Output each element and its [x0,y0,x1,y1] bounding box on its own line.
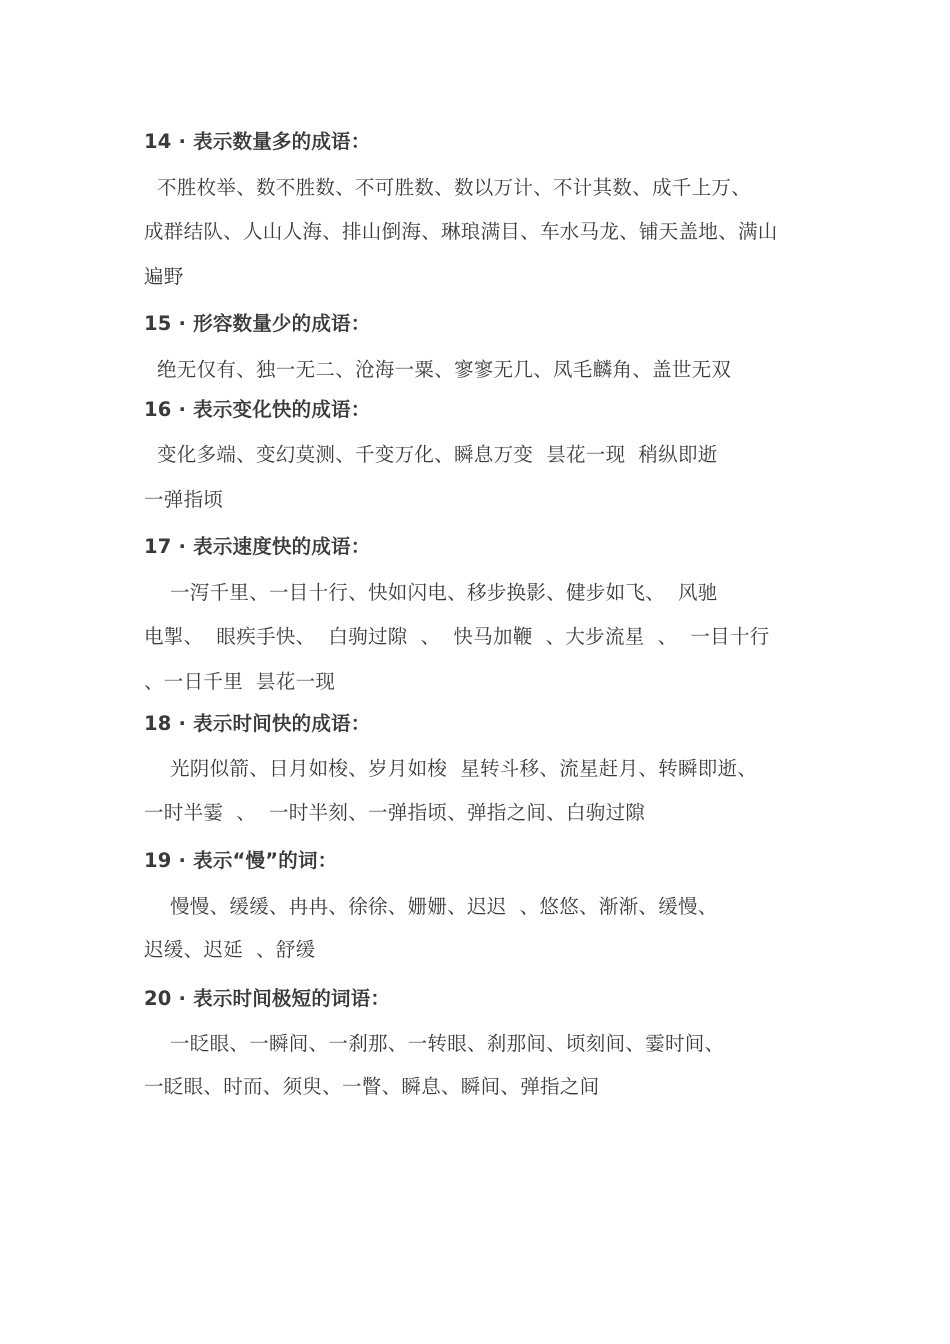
section-heading-17: 17 · 表示速度快的成语： [144,535,371,558]
section-14-line-3: 遍野 [144,265,184,288]
section-heading-19: 19 · 表示“慢”的词： [144,849,338,872]
section-heading-20: 20 · 表示时间极短的词语： [144,987,391,1010]
section-20-line-1: 一眨眼、一瞬间、一刹那、一转眼、刹那间、顷刻间、霎时间、 [144,1032,725,1055]
section-17-line-2: 电掣、 眼疾手快、 白驹过隙 、 快马加鞭 、大步流星 、 一目十行 [144,625,770,648]
section-17-line-1: 一泻千里、一目十行、快如闪电、移步换影、健步如飞、 风驰 [144,581,718,604]
section-18-line-2: 一时半霎 、 一时半刻、一弹指顷、弹指之间、白驹过隙 [144,801,646,824]
section-heading-14: 14 · 表示数量多的成语： [144,130,371,153]
section-15-line-1: 绝无仅有、独一无二、沧海一粟、寥寥无几、凤毛麟角、盖世无双 [144,358,732,381]
section-19-line-1: 慢慢、缓缓、冉冉、徐徐、姗姗、迟迟 、悠悠、渐渐、缓慢、 [144,895,718,918]
section-18-line-1: 光阴似箭、日月如梭、岁月如梭 星转斗移、流星赶月、转瞬即逝、 [144,757,758,780]
section-19-line-2: 迟缓、迟延 、舒缓 [144,938,316,961]
section-heading-15: 15 · 形容数量少的成语： [144,312,371,335]
section-heading-18: 18 · 表示时间快的成语： [144,712,371,735]
section-14-line-2: 成群结队、人山人海、排山倒海、琳琅满目、车水马龙、铺天盖地、满山 [144,220,778,243]
section-14-line-1: 不胜枚举、数不胜数、不可胜数、数以万计、不计其数、成千上万、 [144,176,751,199]
section-20-line-2: 一眨眼、时而、须臾、一瞥、瞬息、瞬间、弹指之间 [144,1075,600,1098]
section-16-line-2: 一弹指顷 [144,488,224,511]
section-17-line-3: 、一日千里 昙花一现 [144,670,336,693]
section-heading-16: 16 · 表示变化快的成语： [144,398,371,421]
section-16-line-1: 变化多端、变幻莫测、千变万化、瞬息万变 昙花一现 稍纵即逝 [144,443,718,466]
